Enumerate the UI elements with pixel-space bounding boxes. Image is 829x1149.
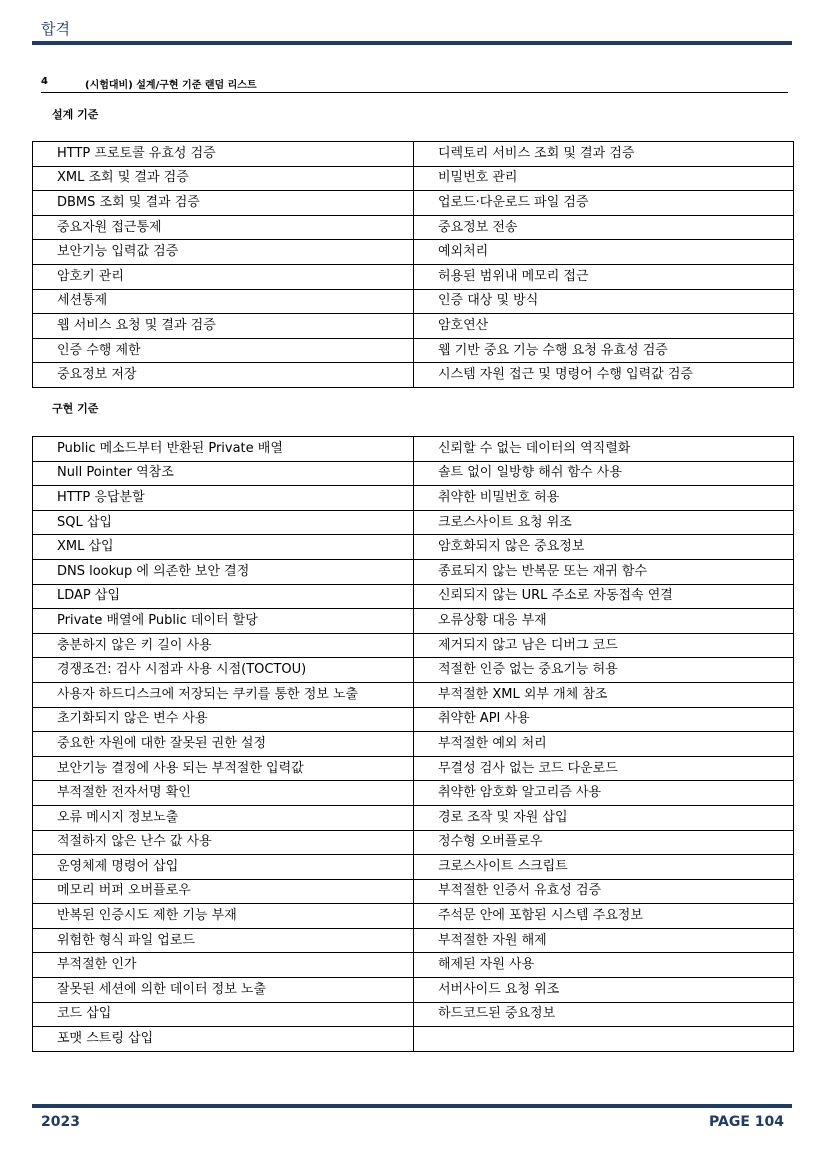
table-cell: 시스템 자원 접근 및 명령어 수행 입력값 검증 [414,363,794,388]
table-cell: 충분하지 않은 키 길이 사용 [33,633,414,658]
table-row [33,264,794,289]
table-cell: 코드 삽입 [33,1002,414,1027]
table-cell: HTTP 프로토콜 유효성 검증 [33,142,414,167]
table-cell: 부적절한 예외 처리 [414,732,794,757]
table-cell: DBMS 조회 및 결과 검증 [33,191,414,216]
implementation-table [32,436,794,1052]
section-heading [41,75,788,93]
table-cell: 부적절한 자원 해제 [414,928,794,953]
table-cell: 제거되지 않고 남은 디버그 코드 [414,633,794,658]
table-cell: 비밀번호 관리 [414,166,794,191]
table-cell [414,1027,794,1052]
table-row [33,781,794,806]
table-cell: 디렉토리 서비스 조회 및 결과 검증 [414,142,794,167]
table-cell: HTTP 응답분할 [33,486,414,511]
table-row [33,1027,794,1052]
table-cell: 인증 수행 제한 [33,338,414,363]
table-cell: SQL 삽입 [33,510,414,535]
table-row [33,1002,794,1027]
table-cell: 암호화되지 않은 중요정보 [414,535,794,560]
table-row [33,953,794,978]
table-cell: 중요자원 접근통제 [33,215,414,240]
table-row [33,215,794,240]
table-cell: 해제된 자원 사용 [414,953,794,978]
table-cell: 오류 메시지 정보노출 [33,805,414,830]
table-row [33,928,794,953]
table-cell: 사용자 하드디스크에 저장되는 쿠키를 통한 정보 노출 [33,682,414,707]
table-row [33,559,794,584]
table-row [33,732,794,757]
table-cell: 잘못된 세션에 의한 데이터 정보 노출 [33,978,414,1003]
table-cell: 크로스사이트 요청 위조 [414,510,794,535]
table-row [33,191,794,216]
table-cell: Private 배열에 Public 데이터 할당 [33,609,414,634]
table-row [33,658,794,683]
section-title: (시험대비) 설계/구현 기준 랜덤 리스트 [85,80,257,91]
table-cell: 부적절한 전자서명 확인 [33,781,414,806]
table-row [33,166,794,191]
table-cell: 취약한 암호화 알고리즘 사용 [414,781,794,806]
table-row [33,240,794,265]
table-cell: 인증 대상 및 방식 [414,289,794,314]
table-cell: 정수형 오버플로우 [414,830,794,855]
table-cell: 운영체제 명령어 삽입 [33,855,414,880]
table-cell: XML 삽입 [33,535,414,560]
table-cell: 부적절한 인가 [33,953,414,978]
table-row [33,437,794,462]
table-cell: 보안기능 입력값 검증 [33,240,414,265]
table-cell: 부적절한 XML 외부 개체 참조 [414,682,794,707]
implementation-heading: 구현 기준 [52,402,99,415]
table-cell: 경로 조작 및 자원 삽입 [414,805,794,830]
header-title: 합격 [41,20,70,38]
table-row [33,978,794,1003]
table-cell: 부적절한 인증서 유효성 검증 [414,879,794,904]
table-row [33,633,794,658]
table-cell: 서버사이드 요청 위조 [414,978,794,1003]
table-cell: 솔트 없이 일방향 해쉬 함수 사용 [414,461,794,486]
table-cell: 암호연산 [414,314,794,339]
table-cell: Public 메소드부터 반환된 Private 배열 [33,437,414,462]
table-cell: 예외처리 [414,240,794,265]
table-row [33,510,794,535]
table-row [33,855,794,880]
table-row [33,805,794,830]
table-cell: 암호키 관리 [33,264,414,289]
table-row [33,289,794,314]
table-cell: 보안기능 결정에 사용 되는 부적절한 입력값 [33,756,414,781]
table-cell: 위험한 형식 파일 업로드 [33,928,414,953]
table-row [33,879,794,904]
table-cell: 크로스사이트 스크립트 [414,855,794,880]
table-cell: 반복된 인증시도 제한 기능 부재 [33,904,414,929]
table-row [33,904,794,929]
page-number: PAGE 104 [709,1114,784,1130]
table-cell: 적절하지 않은 난수 값 사용 [33,830,414,855]
table-row [33,461,794,486]
table-cell: 취약한 API 사용 [414,707,794,732]
table-row [33,609,794,634]
table-row [33,486,794,511]
table-cell: 중요한 자원에 대한 잘못된 권한 설정 [33,732,414,757]
table-cell: 웹 서비스 요청 및 결과 검증 [33,314,414,339]
table-cell: 무결성 검사 없는 코드 다운로드 [414,756,794,781]
table-cell: 오류상황 대응 부재 [414,609,794,634]
design-table [32,141,794,388]
footer-divider [32,1104,792,1108]
table-cell: 종료되지 않는 반복문 또는 재귀 함수 [414,559,794,584]
table-cell: 허용된 범위내 메모리 접근 [414,264,794,289]
table-cell: 신뢰되지 않는 URL 주소로 자동접속 연결 [414,584,794,609]
table-cell: 세션통제 [33,289,414,314]
table-cell: 중요정보 전송 [414,215,794,240]
table-cell: 하드코드된 중요정보 [414,1002,794,1027]
table-row [33,830,794,855]
table-cell: 신뢰할 수 없는 데이터의 역직렬화 [414,437,794,462]
table-row [33,314,794,339]
table-row [33,535,794,560]
table-cell: 업로드·다운로드 파일 검증 [414,191,794,216]
table-cell: 취약한 비밀번호 허용 [414,486,794,511]
table-row [33,363,794,388]
table-row [33,584,794,609]
table-cell: 중요정보 저장 [33,363,414,388]
section-number: 4 [41,76,48,87]
table-cell: 적절한 인증 없는 중요기능 허용 [414,658,794,683]
table-cell: DNS lookup 에 의존한 보안 결정 [33,559,414,584]
table-row [33,707,794,732]
table-cell: LDAP 삽입 [33,584,414,609]
table-cell: Null Pointer 역참조 [33,461,414,486]
table-row [33,338,794,363]
table-row [33,142,794,167]
table-cell: 포맷 스트링 삽입 [33,1027,414,1052]
table-cell: 웹 기반 중요 기능 수행 요청 유효성 검증 [414,338,794,363]
table-cell: XML 조회 및 결과 검증 [33,166,414,191]
table-cell: 주석문 안에 포함된 시스템 주요정보 [414,904,794,929]
table-cell: 경쟁조건: 검사 시점과 사용 시점(TOCTOU) [33,658,414,683]
table-row [33,682,794,707]
footer-year: 2023 [41,1114,80,1130]
table-cell: 메모리 버퍼 오버플로우 [33,879,414,904]
header-divider [32,41,792,45]
design-heading: 설계 기준 [52,108,99,121]
table-cell: 초기화되지 않은 변수 사용 [33,707,414,732]
table-row [33,756,794,781]
